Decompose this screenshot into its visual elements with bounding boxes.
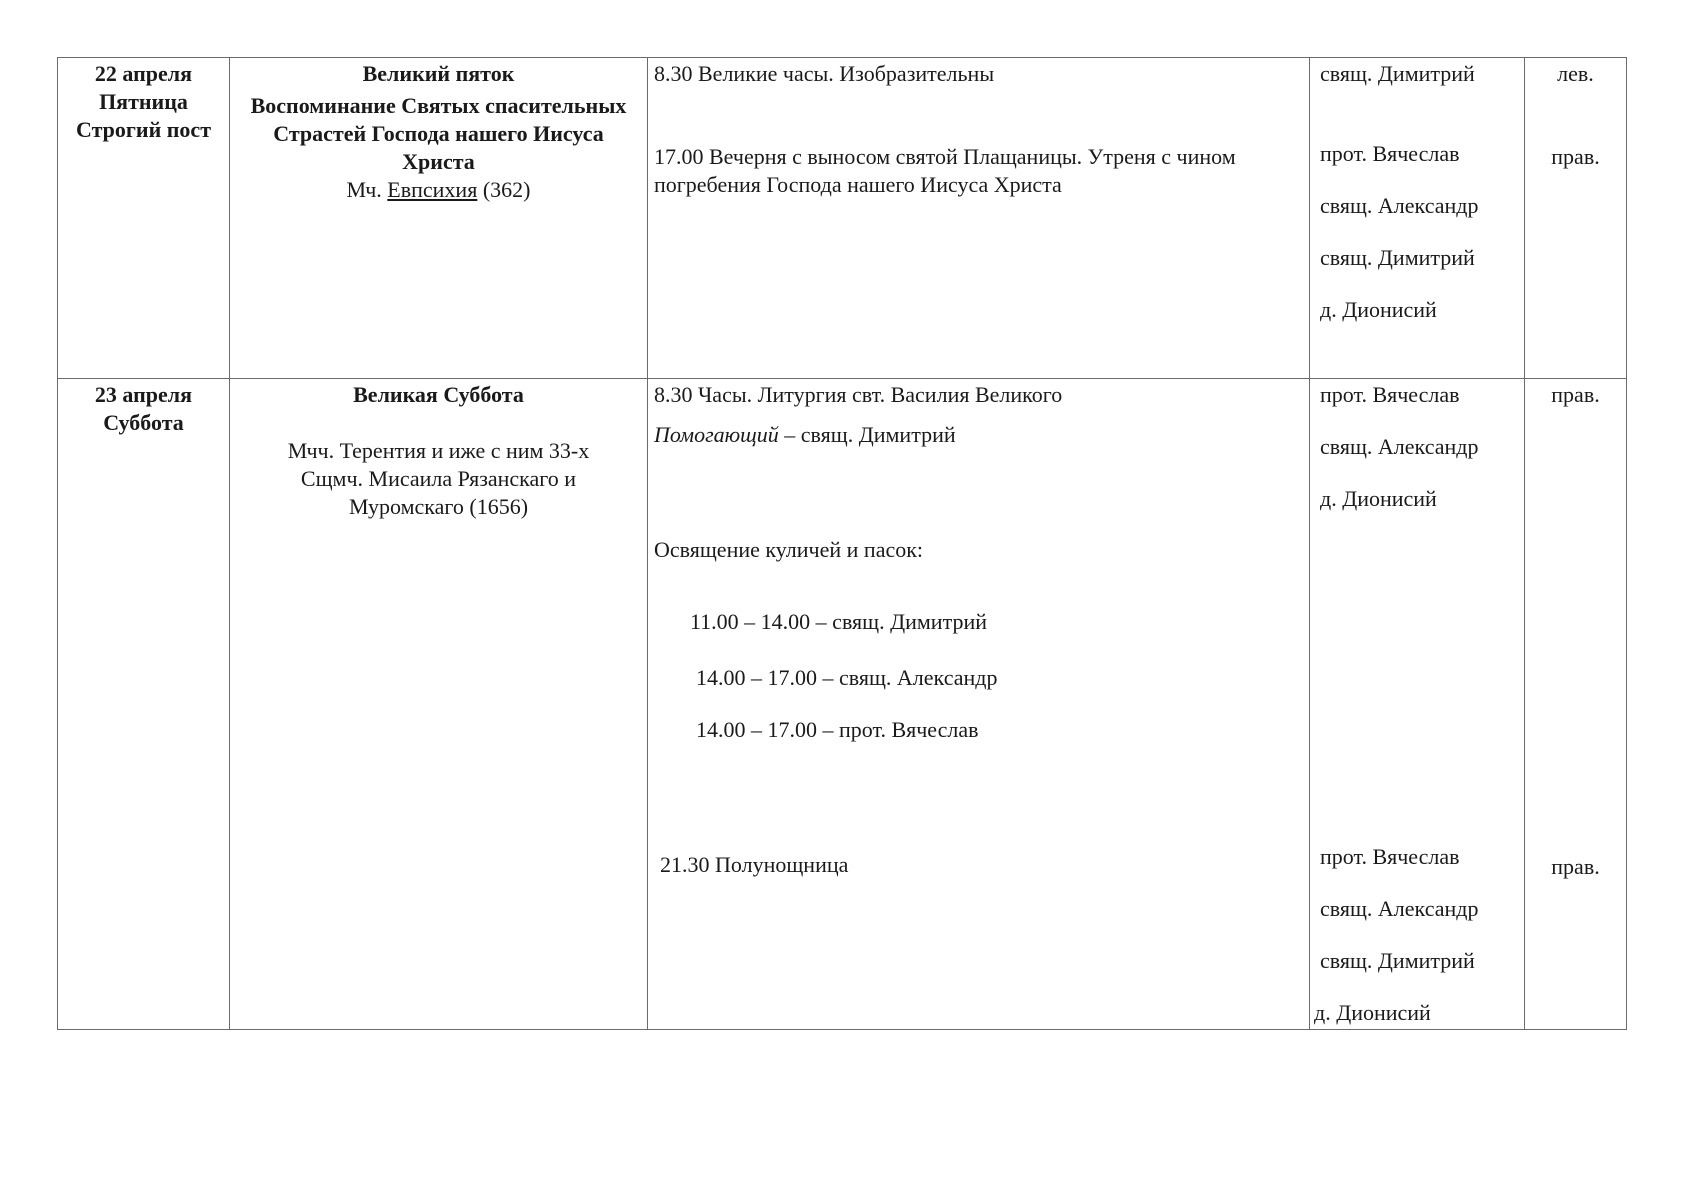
clergy-name: свящ. Александр: [1320, 434, 1479, 459]
clergy-name: прот. Вячеслав: [1320, 844, 1460, 869]
clergy-name: свящ. Димитрий: [1320, 948, 1475, 973]
fast-note: Строгий пост: [76, 117, 211, 142]
date-cell: [58, 379, 230, 1030]
helper-line: [654, 421, 956, 449]
feast-title: Великая Суббота: [353, 382, 524, 407]
clergy-name: д. Дионисий: [1320, 486, 1437, 511]
date: 22 апреля: [94, 61, 193, 86]
date: 23 апреля: [94, 382, 193, 407]
choir-cell: [1525, 58, 1627, 379]
feast-subtitle: Воспоминание Святых спасительных Страстей Господа нашего Иисуса Христа: [250, 93, 627, 174]
clergy-name: свящ. Димитрий: [1320, 61, 1475, 86]
service-line: 8.30 Великие часы. Изобразительны: [654, 61, 995, 86]
blessing-slot: 14.00 – 17.00 – прот. Вячеслав: [696, 717, 979, 742]
clergy-name: д. Дионисий: [1320, 297, 1437, 322]
service-line: 21.30 Полунощница: [660, 852, 849, 877]
saint-name: Евпсихия: [387, 177, 478, 202]
schedule-table: [57, 57, 1627, 1030]
saints-commemorated: Мчч. Терентия и иже с ним 33-х Сщмч. Мисаила Рязанскаго и Муромскаго (1656): [287, 438, 590, 519]
clergy-name: прот. Вячеслав: [1320, 141, 1460, 166]
choir-side: прав.: [1551, 854, 1600, 879]
service-line: 8.30 Часы. Литургия свт. Василия Великого: [654, 382, 1063, 407]
feast-cell: [230, 58, 648, 379]
saint-line: [230, 176, 647, 204]
choir-side: лев.: [1557, 61, 1594, 86]
clergy-name: свящ. Димитрий: [1320, 245, 1475, 270]
service-line: 17.00 Вечерня с выносом святой Плащаницы. Утреня с чином погребения Господа нашего Иисуса Христа: [654, 144, 1236, 197]
helper-name: – свящ. Димитрий: [778, 422, 956, 447]
clergy-cell: [1310, 58, 1525, 379]
choir-side: прав.: [1551, 144, 1600, 169]
blessing-slot: 11.00 – 14.00 – свящ. Димитрий: [690, 609, 988, 634]
feast-title: Великий пяток: [362, 61, 515, 86]
choir-cell: [1525, 379, 1627, 1030]
blessing-slot: 14.00 – 17.00 – свящ. Александр: [696, 665, 998, 690]
helper-label: Помогающий: [654, 422, 779, 447]
clergy-name: прот. Вячеслав: [1320, 382, 1460, 407]
weekday: Суббота: [103, 410, 184, 435]
services-cell: [648, 379, 1310, 1030]
table-row: [58, 379, 1627, 1030]
clergy-name: свящ. Александр: [1320, 896, 1479, 921]
date-cell: [58, 58, 230, 379]
blessing-title: Освящение куличей и пасок:: [654, 537, 924, 562]
services-cell: [648, 58, 1310, 379]
clergy-name: д. Дионисий: [1314, 1000, 1431, 1025]
saint-prefix: Мч.: [346, 177, 382, 202]
weekday: Пятница: [99, 89, 188, 114]
clergy-name: свящ. Александр: [1320, 193, 1479, 218]
choir-side: прав.: [1551, 382, 1600, 407]
saint-suffix: (362): [482, 177, 531, 202]
clergy-cell: [1310, 379, 1525, 1030]
table-row: [58, 58, 1627, 379]
feast-cell: [230, 379, 648, 1030]
